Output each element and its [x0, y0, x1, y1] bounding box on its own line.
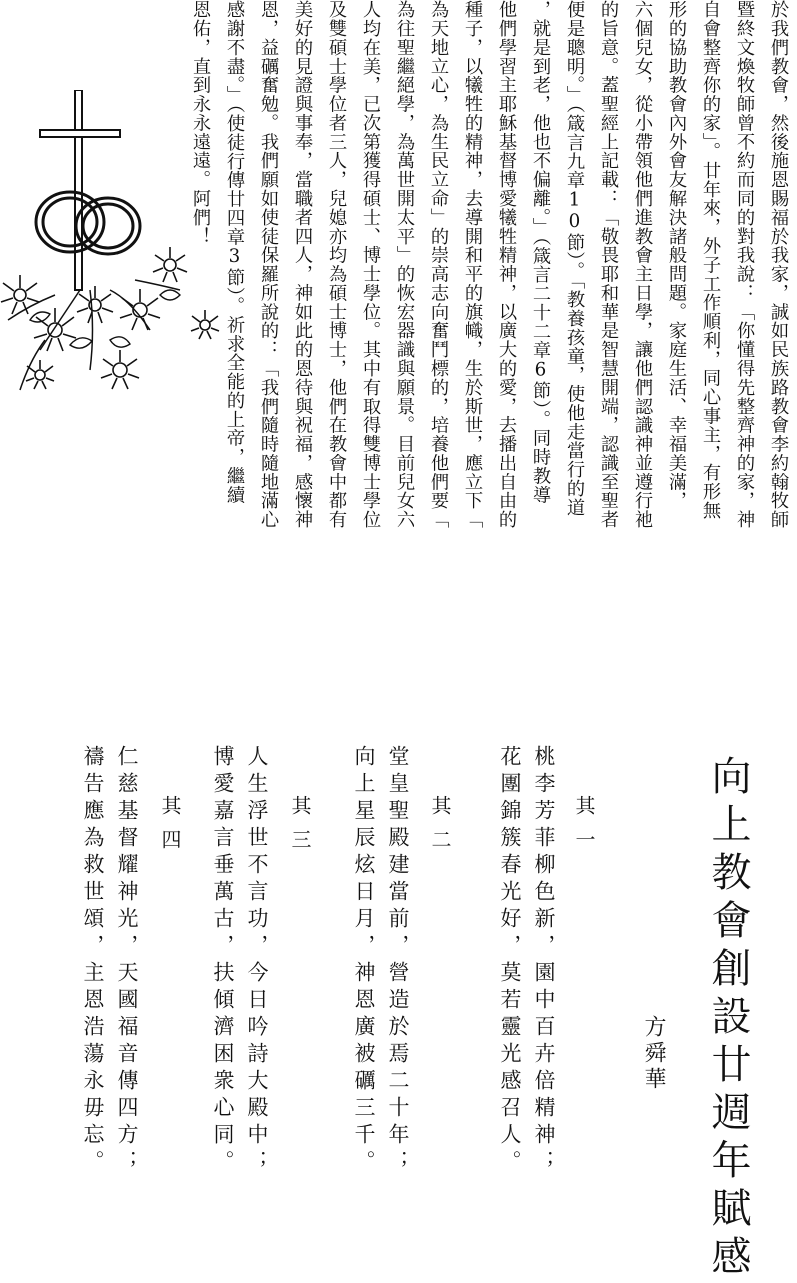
poem-author: 方舜華	[641, 1015, 666, 1093]
prose-line: 為往聖繼絕學，為萬世開太平」的恢宏器識與願景。目前兒女六	[394, 0, 415, 529]
prose-line: 及雙碩士學位者三人，兒媳亦均為碩士博士，他們在教會中都有	[326, 0, 347, 529]
poem-line: 堂皇聖殿建當前，營造於焉二十年；	[386, 745, 410, 1177]
prose-line: 恩，益礪奮勉。我們願如使徒保羅所說的：「我們隨時隨地滿心	[258, 0, 279, 529]
wedding-rings-icon	[36, 192, 140, 254]
flower-icons	[1, 247, 219, 389]
cross-rings-flowers-illustration	[0, 90, 240, 400]
poem-title: 向上教會創設廿週年賦感	[705, 755, 751, 1283]
prose-line: 的旨意。蓋聖經上記載：「敬畏耶和華是智慧開端，認識至聖者	[598, 0, 619, 529]
prose-line: 他們學習主耶穌基督博愛犧牲精神，以廣大的愛，去播出自由的	[496, 0, 517, 529]
prose-line: ，就是到老，他也不偏離。」（箴言二十二章6節）。同時教導	[530, 0, 551, 505]
prose-line: 為天地立心，為生民立命」的崇高志向奮鬥標的，培養他們要「	[428, 0, 449, 529]
prose-line: 六個兒女，從小帶領他們進教會主日學，讓他們認識神並遵行祂	[632, 0, 653, 529]
stanza-heading: 其四	[158, 795, 182, 863]
prose-block	[190, 0, 797, 590]
poem-line: 仁慈基督耀神光，天國福音傳四方；	[115, 745, 139, 1177]
poem-line: 禱告應為救世頌，主恩浩蕩永毋忘。	[81, 745, 105, 1177]
prose-line: 於我們教會，然後施恩賜福於我家，誠如民族路教會李約翰牧師	[768, 0, 789, 529]
prose-line: 種子，以犧牲的精神，去導開和平的旗幟，生於斯世，應立下「	[462, 0, 483, 529]
poem-line: 花團錦簇春光好，莫若靈光感召人。	[498, 745, 522, 1177]
stanza-heading: 其三	[288, 795, 312, 863]
stanza-heading: 其二	[428, 795, 452, 863]
poem-line: 博愛嘉言垂萬古，扶傾濟困衆心同。	[211, 745, 235, 1177]
poem-line: 桃李芳菲柳色新，園中百卉倍精神；	[532, 745, 556, 1177]
prose-line: 便是聰明。」（箴言九章10節）。「教養孩童，使他走當行的道	[564, 0, 585, 517]
prose-line: 暨終文煥牧師曾不約而同的對我說：「你懂得先整齊神的家，神	[734, 0, 755, 529]
prose-line: 美好的見證與事奉，當職者四人，神如此的恩待與祝福，感懷神	[292, 0, 313, 529]
prose-line: 自會整齊你的家」。廿年來，外子工作順利，同心事主，有形無	[700, 0, 721, 520]
poem-line: 向上星辰炫日月，神恩廣被礪三千。	[352, 745, 376, 1177]
flower-stems	[8, 280, 180, 390]
prose-line: 感謝不盡。」（使徒行傳廿四章3節）。祈求全能的上帝，繼續	[224, 0, 245, 505]
prose-line: 恩佑，直到永永遠遠。阿們！	[190, 0, 211, 246]
stanza-heading: 其一	[572, 795, 596, 863]
prose-line: 形的協助教會內外會友解決諸般問題。家庭生活、幸福美滿，	[666, 0, 687, 511]
prose-line: 人均在美，已次第獲得碩士、博士學位。其中有取得雙博士學位	[360, 0, 381, 529]
poem-line: 人生浮世不言功，今日吟詩大殿中；	[245, 745, 269, 1177]
cross-icon	[40, 90, 120, 290]
